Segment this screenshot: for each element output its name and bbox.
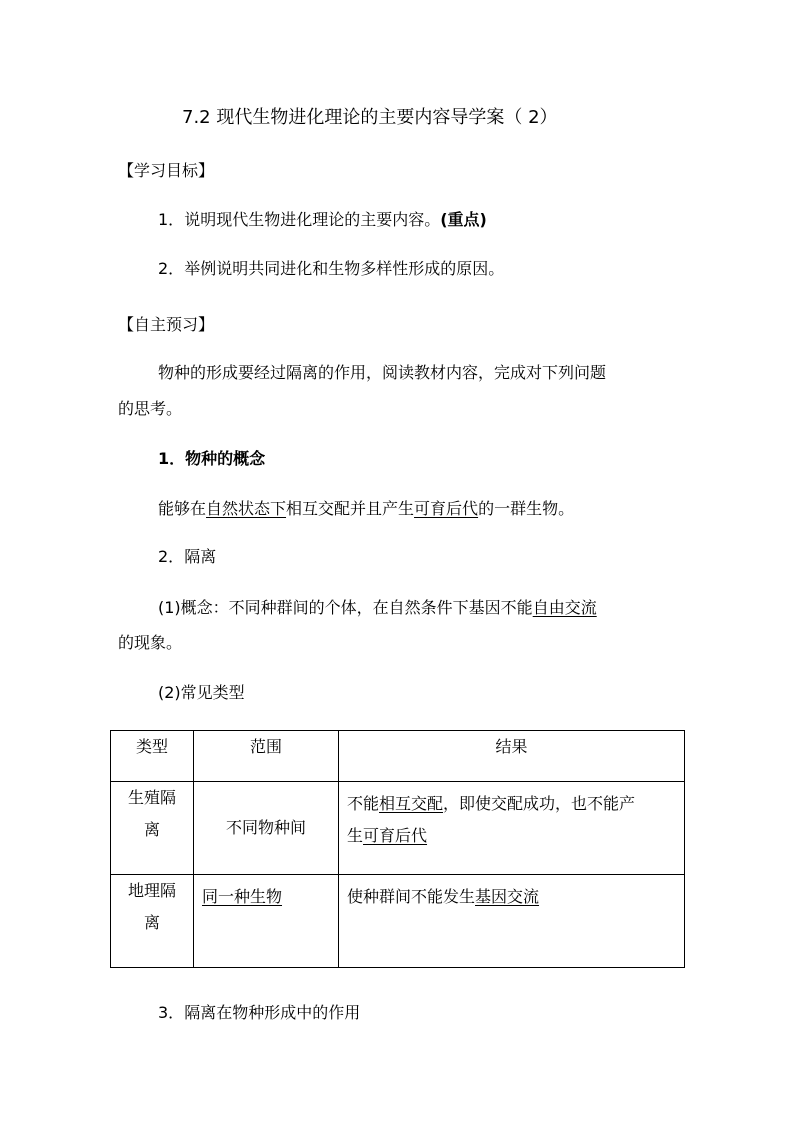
intro-line-1: 物种的形成要经过隔离的作用，阅读教材内容，完成对下列问题 (158, 363, 607, 382)
text-run: 生 (347, 826, 364, 845)
goal-emphasis: (重点) (440, 210, 487, 229)
answer-blank: 可育后代 (363, 826, 428, 845)
text-run: ，即使交配成功，也不能产 (443, 794, 636, 813)
answer-blank: 可育后代 (414, 499, 479, 518)
answer-blank: 相互交配 (379, 794, 444, 813)
preview-heading: 【自主预习】 (118, 315, 215, 334)
text-run: 不同种群间的个体，在自然条件下基因不能 (228, 598, 533, 617)
scope-cell: 不同物种间 (194, 782, 339, 875)
text-run: 相互交配并且产生 (286, 499, 415, 518)
section-number: 1． (158, 449, 186, 468)
section-2-heading (158, 546, 216, 568)
type-line: 离 (143, 913, 160, 932)
section-title: 隔离 (184, 547, 217, 566)
scope-cell (194, 875, 339, 968)
goal-number: 2． (158, 259, 185, 278)
section-number: 2． (158, 547, 185, 566)
text-run: 使种群间不能发生 (347, 887, 476, 906)
type-cell (111, 782, 194, 875)
section-1-heading (158, 448, 265, 470)
section-3-heading (158, 1002, 360, 1024)
text-run: 能够在 (158, 499, 207, 518)
goal-item-1 (158, 209, 487, 231)
text-run: 的一群生物。 (478, 499, 575, 518)
answer-blank: 同一种生物 (202, 887, 283, 906)
result-cell (339, 875, 685, 968)
table-header-row (111, 731, 685, 782)
answer-blank: 基因交流 (475, 887, 540, 906)
type-line: 离 (143, 820, 160, 839)
type-line: 地理隔 (127, 881, 176, 900)
concept-label: (1)概念： (158, 598, 229, 617)
section-number: 3． (158, 1003, 185, 1022)
section-title: 隔离在物种形成中的作用 (184, 1003, 361, 1022)
table-row (111, 782, 685, 875)
table-row (111, 875, 685, 968)
text-run: 不能 (347, 794, 380, 813)
goals-heading: 【学习目标】 (118, 161, 215, 180)
answer-blank: 自然状态下 (206, 499, 287, 518)
goal-text: 举例说明共同进化和生物多样性形成的原因。 (184, 259, 505, 278)
isolation-concept-line-2: 的现象。 (118, 633, 183, 652)
header-result: 结果 (339, 731, 685, 782)
goal-number: 1． (158, 210, 185, 229)
isolation-types-table (110, 730, 685, 968)
type-cell (111, 875, 194, 968)
isolation-concept (158, 597, 597, 619)
page-title: 7.2 现代生物进化理论的主要内容导学案（ 2） (182, 107, 558, 128)
section-title: 物种的概念 (185, 449, 266, 468)
header-type: 类型 (111, 731, 194, 782)
header-scope: 范围 (194, 731, 339, 782)
goal-text: 说明现代生物进化理论的主要内容。 (184, 210, 441, 229)
goal-item-2 (158, 258, 504, 280)
types-label: (2)常见类型 (158, 683, 245, 702)
answer-blank: 自由交流 (532, 598, 597, 617)
type-line: 生殖隔 (127, 788, 176, 807)
species-definition (158, 498, 574, 520)
result-cell (339, 782, 685, 875)
intro-line-2: 的思考。 (118, 399, 183, 418)
